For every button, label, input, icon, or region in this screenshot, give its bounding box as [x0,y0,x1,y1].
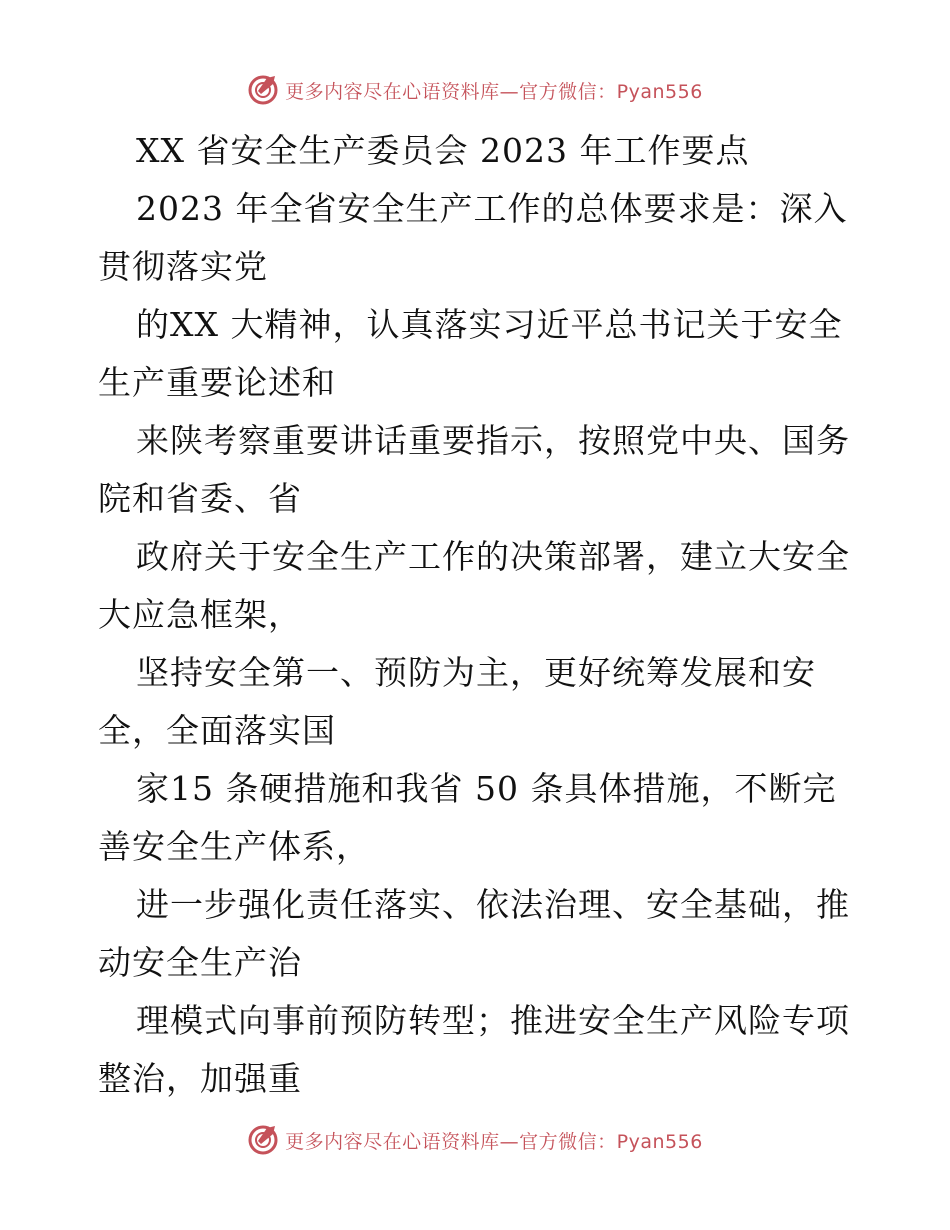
paragraph-line: 2023 年全省安全生产工作的总体要求是：深入 [136,189,848,228]
paragraph-line: 家15 条硬措施和我省 50 条具体措施，不断完 [136,769,837,808]
paragraph-line: 的XX 大精神，认真落实习近平总书记关于安全 [136,305,843,344]
banner-text [285,77,703,104]
banner-contact-text: 官方微信：Pyan556 [519,1130,703,1153]
pen-circle-logo-icon [247,74,279,106]
header-watermark-banner [0,70,950,110]
banner-separator: — [499,1130,520,1153]
paragraph-line: 院和省委、省 [98,479,302,518]
paragraph-line: 理模式向事前预防转型；推进安全生产风险专项 [136,1001,850,1040]
paragraph-line: 整治，加强重 [98,1059,302,1098]
paragraph-line: 进一步强化责任落实、依法治理、安全基础，推 [136,885,850,924]
document-title: XX 省安全生产委员会 2023 年工作要点 [136,131,750,170]
document-body [98,122,858,1108]
banner-contact-text: 官方微信：Pyan556 [519,80,703,103]
paragraph-line: 善安全生产体系， [98,827,370,866]
paragraph-line: 动安全生产治 [98,943,302,982]
paragraph-line: 政府关于安全生产工作的决策部署，建立大安全 [136,537,850,576]
banner-brand-text: 更多内容尽在心语资料库 [285,1130,500,1153]
banner-text [285,1127,703,1154]
paragraph-line: 贯彻落实党 [98,247,268,286]
banner-separator: — [499,80,520,103]
paragraph-line: 来陕考察重要讲话重要指示，按照党中央、国务 [136,421,850,460]
paragraph-line: 坚持安全第一、预防为主，更好统筹发展和安 [136,653,816,692]
paragraph-line: 生产重要论述和 [98,363,336,402]
footer-watermark-banner [0,1120,950,1160]
paragraph-line: 全，全面落实国 [98,711,336,750]
paragraph-line: 大应急框架， [98,595,302,634]
banner-brand-text: 更多内容尽在心语资料库 [285,80,500,103]
pen-circle-logo-icon [247,1124,279,1156]
